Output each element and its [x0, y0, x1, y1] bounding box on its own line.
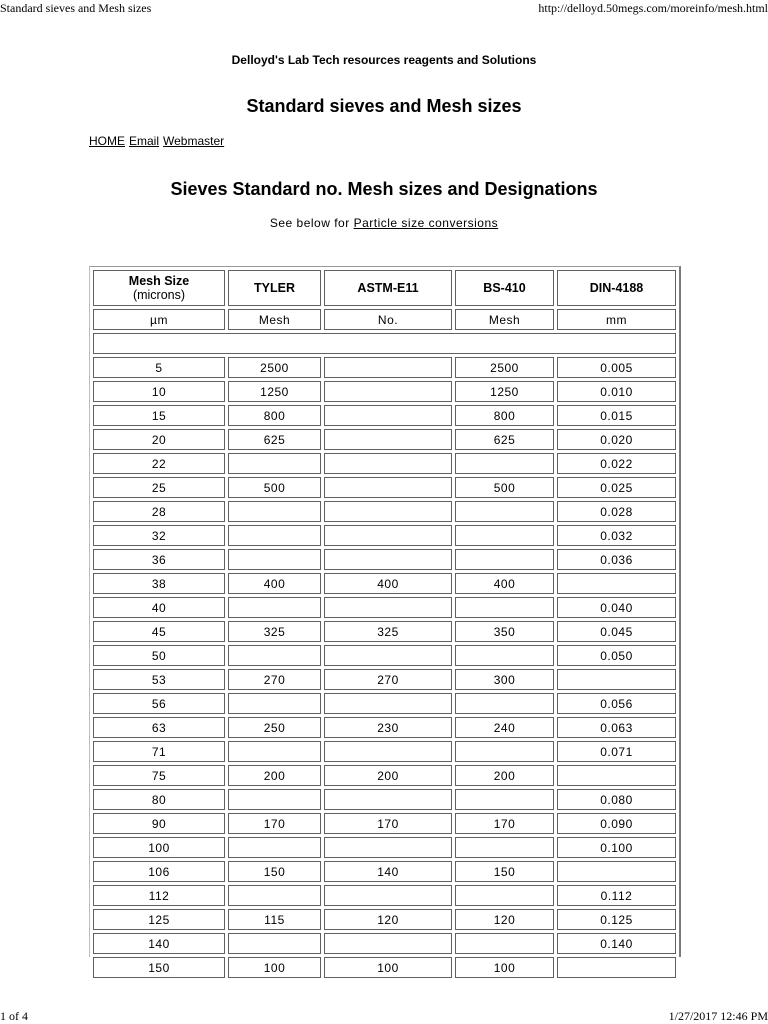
table-cell: 0.090	[557, 813, 676, 834]
table-cell	[557, 765, 676, 786]
table-cell	[324, 453, 452, 474]
table-cell: 170	[455, 813, 554, 834]
table-cell	[228, 597, 321, 618]
table-cell: 100	[93, 837, 225, 858]
table-cell: 1250	[455, 381, 554, 402]
table-cell: 0.071	[557, 741, 676, 762]
table-cell: 28	[93, 501, 225, 522]
table-cell: 240	[455, 717, 554, 738]
table-cell: 0.040	[557, 597, 676, 618]
table-cell	[324, 381, 452, 402]
table-row	[93, 645, 676, 666]
table-row	[93, 861, 676, 882]
table-cell: 20	[93, 429, 225, 450]
table-cell	[324, 429, 452, 450]
table-cell: 40	[93, 597, 225, 618]
home-link[interactable]: HOME	[89, 134, 125, 148]
table-cell: 120	[455, 909, 554, 930]
table-cell	[557, 573, 676, 594]
table-cell	[228, 453, 321, 474]
table-cell	[455, 501, 554, 522]
table-cell	[228, 645, 321, 666]
column-header	[228, 270, 321, 306]
table-cell: 800	[228, 405, 321, 426]
table-cell: 625	[228, 429, 321, 450]
unit-cell: Mesh	[228, 309, 321, 330]
table-cell: 53	[93, 669, 225, 690]
table-cell: 300	[455, 669, 554, 690]
table-row	[93, 597, 676, 618]
table-cell: 106	[93, 861, 225, 882]
table-cell: 0.045	[557, 621, 676, 642]
table-cell: 80	[93, 789, 225, 810]
column-header-title: Mesh Size	[128, 274, 190, 288]
table-cell: 170	[228, 813, 321, 834]
table-cell	[324, 549, 452, 570]
table-row	[93, 453, 676, 474]
table-cell: 400	[324, 573, 452, 594]
spacer-row	[93, 333, 676, 354]
table-cell	[557, 861, 676, 882]
table-cell	[455, 885, 554, 906]
table-row	[93, 837, 676, 858]
table-cell: 56	[93, 693, 225, 714]
section-title: Sieves Standard no. Mesh sizes and Designations	[170, 179, 598, 199]
table-cell: 0.100	[557, 837, 676, 858]
table-cell	[324, 357, 452, 378]
table-cell	[324, 693, 452, 714]
unit-cell: No.	[324, 309, 452, 330]
table-cell	[228, 501, 321, 522]
table-cell: 0.080	[557, 789, 676, 810]
table-cell	[455, 525, 554, 546]
page-title: Standard sieves and Mesh sizes	[246, 96, 522, 116]
table-cell	[324, 477, 452, 498]
table-cell: 0.050	[557, 645, 676, 666]
table-cell: 22	[93, 453, 225, 474]
table-row	[93, 381, 676, 402]
sieve-table-container	[89, 266, 681, 975]
table-cell: 0.125	[557, 909, 676, 930]
table-cell: 0.015	[557, 405, 676, 426]
table-cell: 100	[455, 957, 554, 978]
column-header	[557, 270, 676, 306]
table-row	[93, 957, 676, 978]
column-header	[324, 270, 452, 306]
spacer-cell	[93, 333, 676, 354]
table-cell	[455, 453, 554, 474]
table-cell	[324, 837, 452, 858]
table-cell: 36	[93, 549, 225, 570]
table-cell: 32	[93, 525, 225, 546]
table-cell	[455, 933, 554, 954]
table-cell	[228, 933, 321, 954]
table-cell: 25	[93, 477, 225, 498]
table-cell: 0.022	[557, 453, 676, 474]
table-row	[93, 405, 676, 426]
table-cell	[455, 597, 554, 618]
table-cell: 0.036	[557, 549, 676, 570]
column-header	[455, 270, 554, 306]
table-cell: 350	[455, 621, 554, 642]
table-cell: 0.063	[557, 717, 676, 738]
table-row	[93, 357, 676, 378]
table-cell: 250	[228, 717, 321, 738]
unit-cell: µm	[93, 309, 225, 330]
unit-cell: Mesh	[455, 309, 554, 330]
column-header-title: ASTM-E11	[357, 281, 419, 295]
table-cell: 38	[93, 573, 225, 594]
table-cell: 125	[93, 909, 225, 930]
table-row	[93, 429, 676, 450]
table-cell: 230	[324, 717, 452, 738]
table-cell: 2500	[455, 357, 554, 378]
table-cell	[324, 741, 452, 762]
print-date: 1/27/2017 12:46 PM	[668, 1009, 768, 1023]
print-header-url: http://delloyd.50megs.com/moreinfo/mesh.html	[538, 1, 768, 15]
table-cell: 100	[324, 957, 452, 978]
see-below-note	[0, 216, 768, 230]
table-cell: 90	[93, 813, 225, 834]
table-cell: 0.140	[557, 933, 676, 954]
table-row	[93, 933, 676, 954]
table-row	[93, 885, 676, 906]
table-cell: 140	[93, 933, 225, 954]
table-cell: 71	[93, 741, 225, 762]
table-row	[93, 525, 676, 546]
table-cell: 1250	[228, 381, 321, 402]
see-below-text: See below for	[269, 216, 350, 230]
table-cell	[324, 645, 452, 666]
table-cell: 15	[93, 405, 225, 426]
table-cell	[455, 693, 554, 714]
table-cell: 75	[93, 765, 225, 786]
table-row	[93, 477, 676, 498]
table-cell: 0.020	[557, 429, 676, 450]
table-cell: 500	[455, 477, 554, 498]
table-cell: 200	[455, 765, 554, 786]
table-cell: 0.112	[557, 885, 676, 906]
table-cell	[228, 885, 321, 906]
table-cell: 120	[324, 909, 452, 930]
unit-cell: mm	[557, 309, 676, 330]
table-cell: 2500	[228, 357, 321, 378]
table-cell	[557, 669, 676, 690]
table-cell: 100	[228, 957, 321, 978]
table-cell: 200	[228, 765, 321, 786]
page-number: 1 of 4	[0, 1009, 28, 1023]
table-cell	[324, 405, 452, 426]
column-header-title: DIN-4188	[589, 281, 644, 295]
table-cell: 10	[93, 381, 225, 402]
table-cell	[324, 597, 452, 618]
table-row	[93, 741, 676, 762]
table-cell	[228, 549, 321, 570]
org-name: Delloyd's Lab Tech resources reagents and Solutions	[231, 53, 537, 67]
table-cell: 150	[93, 957, 225, 978]
table-cell: 0.005	[557, 357, 676, 378]
table-row	[93, 693, 676, 714]
table-cell	[557, 957, 676, 978]
table-cell	[228, 741, 321, 762]
particle-size-link[interactable]: Particle size conversions	[353, 216, 499, 230]
table-cell: 0.056	[557, 693, 676, 714]
nav-links	[89, 134, 228, 148]
column-header-title: BS-410	[483, 281, 526, 295]
table-cell	[228, 693, 321, 714]
table-cell: 150	[228, 861, 321, 882]
table-cell: 115	[228, 909, 321, 930]
print-header-title: Standard sieves and Mesh sizes	[0, 1, 152, 15]
column-header-unit: (microns)	[132, 288, 186, 302]
table-row	[93, 549, 676, 570]
table-cell: 150	[455, 861, 554, 882]
table-row	[93, 789, 676, 810]
table-cell: 0.028	[557, 501, 676, 522]
table-row	[93, 909, 676, 930]
table-cell: 5	[93, 357, 225, 378]
table-row	[93, 573, 676, 594]
table-cell	[228, 789, 321, 810]
table-cell: 0.032	[557, 525, 676, 546]
table-cell	[455, 741, 554, 762]
table-cell: 63	[93, 717, 225, 738]
table-cell: 170	[324, 813, 452, 834]
table-cell	[324, 525, 452, 546]
table-cell: 325	[228, 621, 321, 642]
table-row	[93, 813, 676, 834]
table-cell: 0.010	[557, 381, 676, 402]
table-cell: 50	[93, 645, 225, 666]
email-link[interactable]: Email	[129, 134, 160, 148]
table-cell	[324, 885, 452, 906]
table-cell: 400	[228, 573, 321, 594]
table-cell	[455, 549, 554, 570]
print-footer	[0, 1008, 768, 1024]
table-cell	[228, 525, 321, 546]
table-cell: 500	[228, 477, 321, 498]
table-cell: 0.025	[557, 477, 676, 498]
column-header-title: TYLER	[254, 281, 295, 295]
table-row	[93, 669, 676, 690]
table-cell	[455, 645, 554, 666]
table-cell	[228, 837, 321, 858]
units-row	[93, 309, 676, 330]
table-cell: 270	[324, 669, 452, 690]
table-cell: 112	[93, 885, 225, 906]
header-row	[93, 270, 676, 306]
table-cell: 270	[228, 669, 321, 690]
table-cell: 200	[324, 765, 452, 786]
webmaster-link[interactable]: Webmaster	[163, 134, 225, 148]
table-row	[93, 501, 676, 522]
table-cell	[455, 837, 554, 858]
print-header	[0, 0, 768, 16]
table-row	[93, 621, 676, 642]
table-cell	[324, 501, 452, 522]
column-header	[93, 270, 225, 306]
table-cell	[455, 789, 554, 810]
table-cell	[324, 789, 452, 810]
table-cell: 325	[324, 621, 452, 642]
table-row	[93, 765, 676, 786]
sieve-table	[90, 267, 679, 981]
table-row	[93, 717, 676, 738]
table-cell: 800	[455, 405, 554, 426]
table-cell	[324, 933, 452, 954]
table-cell: 45	[93, 621, 225, 642]
table-cell: 140	[324, 861, 452, 882]
table-cell: 625	[455, 429, 554, 450]
table-cell: 400	[455, 573, 554, 594]
